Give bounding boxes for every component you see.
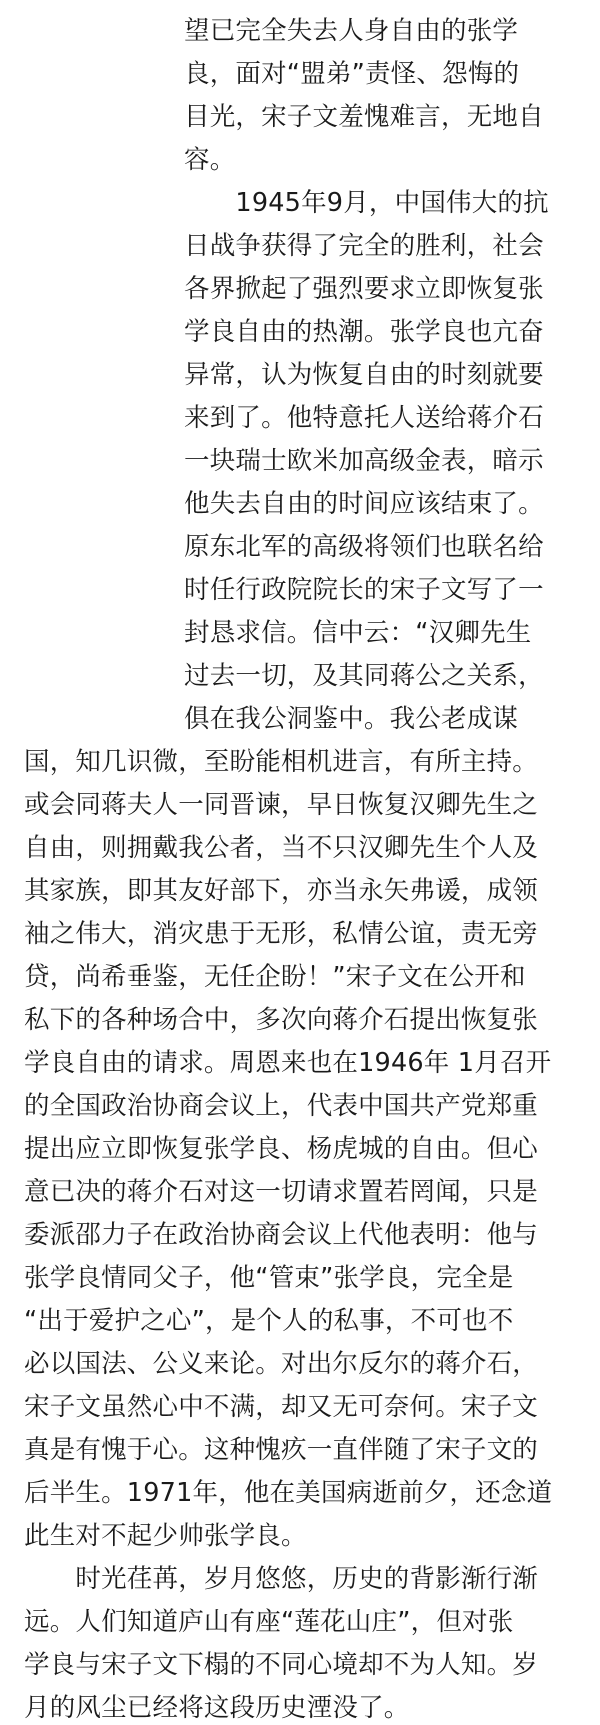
text-line: 封恳求信。信中云：“汉卿先生 xyxy=(184,618,532,648)
text-line: 提出应立即恢复张学良、杨虎城的自由。但心 xyxy=(24,1134,539,1164)
text-line: 必以国法、公义来论。对出尔反尔的蒋介石， xyxy=(24,1349,539,1379)
text-line: “出于爱护之心”，是个人的私事，不可也不 xyxy=(24,1306,514,1336)
text-line: 目光，宋子文羞愧难言，无地自 xyxy=(184,102,544,132)
text-line: 俱在我公洞鉴中。我公老成谋 xyxy=(184,704,519,734)
text-line: 自由，则拥戴我公者，当不只汉卿先生个人及 xyxy=(24,833,539,863)
text-line: 容。 xyxy=(184,145,236,175)
text-line: 或会同蒋夫人一同晋谏，早日恢复汉卿先生之 xyxy=(24,790,539,820)
text-line: 其家族，即其友好部下，亦当永矢弗谖，成领 xyxy=(24,876,539,906)
text-line: 委派邵力子在政治协商会议上代他表明：他与 xyxy=(24,1220,539,1250)
text-line: 各界掀起了强烈要求立即恢复张 xyxy=(184,274,544,304)
text-line: 学良自由的热潮。张学良也亢奋 xyxy=(184,317,544,347)
text-line: 真是有愧于心。这种愧疚一直伴随了宋子文的 xyxy=(24,1435,539,1465)
text-line: 学良自由的请求。周恩来也在1946年 1月召开 xyxy=(24,1048,552,1078)
text-line: 时光荏苒，岁月悠悠，历史的背影渐行渐 xyxy=(24,1564,539,1594)
text-line: 1945年9月，中国伟大的抗 xyxy=(184,188,549,218)
text-line: 意已决的蒋介石对这一切请求置若罔闻，只是 xyxy=(24,1177,539,1207)
text-line: 望已完全失去人身自由的张学 xyxy=(184,16,519,46)
text-line: 张学良情同父子，他“管束”张学良，完全是 xyxy=(24,1263,514,1293)
text-line: 私下的各种场合中，多次向蒋介石提出恢复张 xyxy=(24,1005,539,1035)
text-line: 来到了。他特意托人送给蒋介石 xyxy=(184,403,544,433)
text-line: 过去一切，及其同蒋公之关系， xyxy=(184,661,544,691)
text-line: 良，面对“盟弟”责怪、怨悔的 xyxy=(184,59,520,89)
text-line: 日战争获得了完全的胜利，社会 xyxy=(184,231,544,261)
text-line: 时任行政院院长的宋子文写了一 xyxy=(184,575,544,605)
text-line: 宋子文虽然心中不满，却又无可奈何。宋子文 xyxy=(24,1392,539,1422)
text-line: 贷，尚希垂鉴，无任企盼！”宋子文在公开和 xyxy=(24,962,526,992)
text-line: 的全国政治协商会议上，代表中国共产党郑重 xyxy=(24,1091,539,1121)
text-line: 远。人们知道庐山有座“莲花山庄”，但对张 xyxy=(24,1607,514,1637)
text-line: 此生对不起少帅张学良。 xyxy=(24,1521,307,1551)
text-line: 他失去自由的时间应该结束了。 xyxy=(184,489,544,519)
text-line: 异常，认为恢复自由的时刻就要 xyxy=(184,360,544,390)
text-line: 国，知几识微，至盼能相机进言，有所主持。 xyxy=(24,747,539,777)
text-line: 原东北军的高级将领们也联名给 xyxy=(184,532,544,562)
text-line: 学良与宋子文下榻的不同心境却不为人知。岁 xyxy=(24,1650,539,1680)
text-line: 月的风尘已经将这段历史湮没了。 xyxy=(24,1693,410,1723)
text-line: 后半生。1971年，他在美国病逝前夕，还念道 xyxy=(24,1478,553,1508)
text-line: 袖之伟大，消灾患于无形，私情公谊，责无旁 xyxy=(24,919,539,949)
text-line: 一块瑞士欧米加高级金表，暗示 xyxy=(184,446,544,476)
